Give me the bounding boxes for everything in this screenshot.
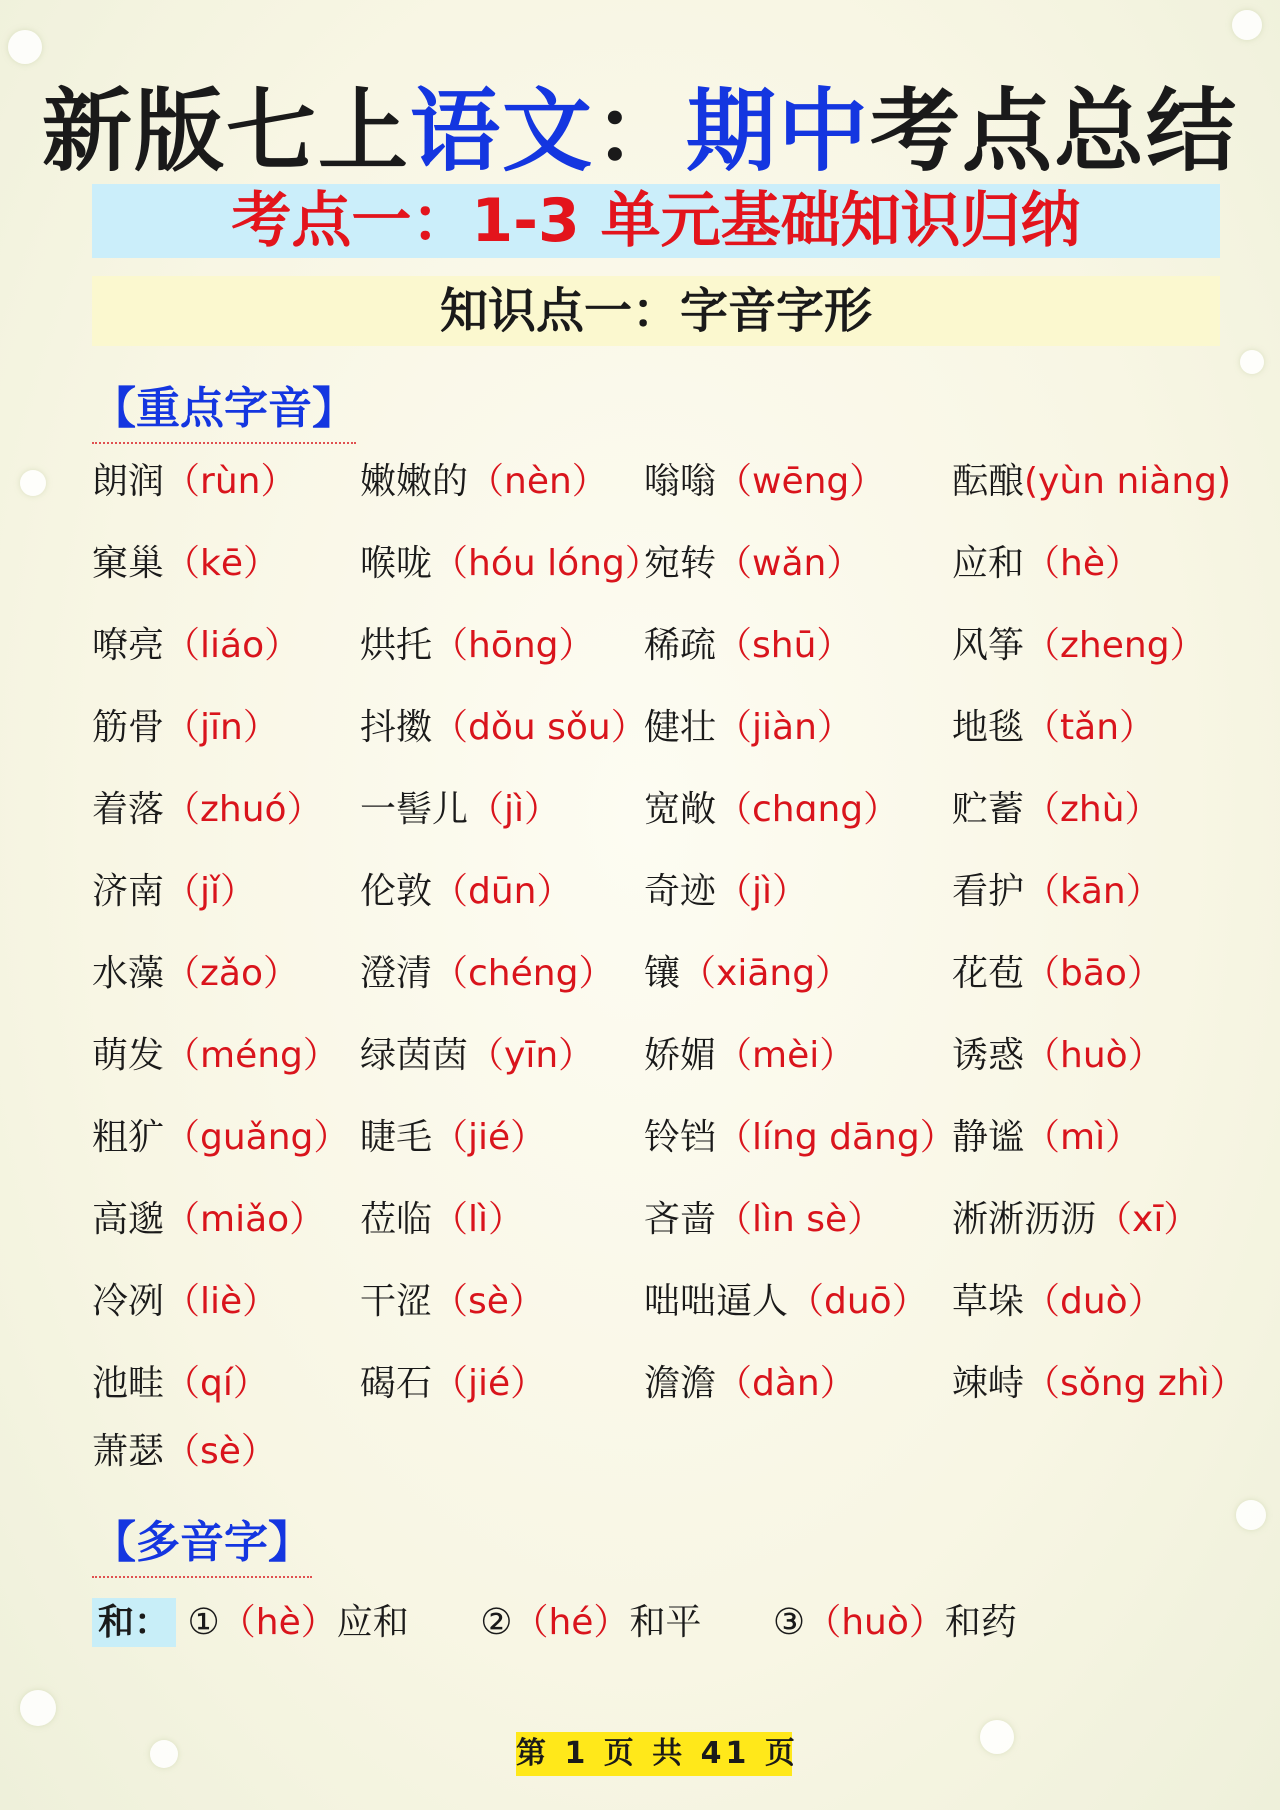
pinyin: （liè） (164, 1281, 279, 1322)
pronunciation-item (644, 452, 885, 512)
word: 淅淅沥沥 (952, 1199, 1097, 1240)
pinyin: （guǎng） (164, 1117, 350, 1158)
pronunciation-item (952, 1190, 1199, 1250)
pronunciation-item (360, 616, 595, 676)
word: 风筝 (952, 625, 1025, 666)
pinyin: （jiàn） (716, 707, 853, 748)
word: 烘托 (360, 625, 433, 666)
word: 干涩 (360, 1281, 433, 1322)
word: 嗡嗡 (644, 461, 717, 502)
word: 地毯 (952, 707, 1025, 748)
pronunciation-item (644, 780, 899, 840)
pronunciation-item (92, 616, 300, 676)
word: 抖擞 (360, 707, 433, 748)
pronunciation-item (644, 534, 862, 594)
word: 健壮 (644, 707, 717, 748)
word: 诱惑 (952, 1035, 1025, 1076)
pinyin: （jīn） (164, 707, 279, 748)
pronunciation-item (92, 452, 296, 512)
pinyin: （dūn） (432, 871, 573, 912)
pronunciation-item (360, 1354, 546, 1414)
pinyin: （sè） (164, 1431, 277, 1472)
pronunciation-row (0, 1108, 1280, 1168)
pinyin: （nèn） (468, 461, 608, 502)
pronunciation-item (92, 1108, 349, 1168)
pinyin: （hóu lóng） (432, 543, 661, 584)
pronunciation-item (360, 1026, 594, 1086)
pronunciation-item (92, 1026, 339, 1086)
pronunciation-item (92, 1272, 278, 1332)
word: 萧瑟 (92, 1431, 165, 1472)
pinyin: （sè） (432, 1281, 545, 1322)
pinyin: （xiāng） (680, 953, 852, 994)
word: 筋骨 (92, 707, 165, 748)
pronunciation-item (644, 616, 852, 676)
word: 竦峙 (952, 1363, 1025, 1404)
word: 咄咄逼人 (644, 1281, 789, 1322)
pronunciation-row (0, 1190, 1280, 1250)
pinyin: （jì） (468, 789, 561, 830)
pinyin: （chɑng） (716, 789, 900, 830)
pinyin: （chéng） (432, 953, 615, 994)
pronunciation-item (360, 452, 608, 512)
pinyin: （lìn sè） (716, 1199, 884, 1240)
pinyin: （méng） (164, 1035, 339, 1076)
word: 伦敦 (360, 871, 433, 912)
flower-decoration (1232, 10, 1262, 40)
word: 窠巢 (92, 543, 165, 584)
pinyin: （zhù） (1024, 789, 1161, 830)
pronunciation-item (952, 452, 1231, 512)
word: 宽敞 (644, 789, 717, 830)
pronunciation-item (360, 944, 614, 1004)
word: 水藻 (92, 953, 165, 994)
page-number: 第 1 页 共 41 页 (516, 1732, 792, 1776)
pronunciation-item (360, 1190, 524, 1250)
pinyin: （miǎo） (164, 1199, 326, 1240)
pronunciation-item (360, 862, 573, 922)
word: 萌发 (92, 1035, 165, 1076)
word: 宛转 (644, 543, 717, 584)
word: 喉咙 (360, 543, 433, 584)
polyphone-item: ②（hé）和平 (480, 1602, 702, 1643)
pinyin: （líng dāng） (716, 1117, 956, 1158)
pinyin: （wǎn） (716, 543, 863, 584)
pinyin: （tǎn） (1024, 707, 1156, 748)
pinyin: （kān） (1024, 871, 1162, 912)
pinyin: （mèi） (716, 1035, 856, 1076)
word: 吝啬 (644, 1199, 717, 1240)
pronunciation-item (952, 1108, 1141, 1168)
pronunciation-item (952, 698, 1155, 758)
pinyin: （jì） (716, 871, 809, 912)
pinyin: （jié） (432, 1117, 547, 1158)
word: 睫毛 (360, 1117, 433, 1158)
pinyin: （jǐ） (164, 871, 257, 912)
pronunciation-item (92, 862, 256, 922)
word: 绿茵茵 (360, 1035, 469, 1076)
pinyin: （duō） (788, 1281, 928, 1322)
pinyin: （sǒng zhì） (1024, 1363, 1246, 1404)
pinyin: （zhuó） (164, 789, 323, 830)
word: 一髻儿 (360, 789, 469, 830)
word: 铃铛 (644, 1117, 717, 1158)
word: 粗犷 (92, 1117, 165, 1158)
pinyin: （lì） (432, 1199, 525, 1240)
pronunciation-row (0, 1272, 1280, 1332)
pronunciation-row (0, 616, 1280, 676)
pronunciation-item (360, 534, 661, 594)
word: 济南 (92, 871, 165, 912)
pronunciation-item (952, 1026, 1164, 1086)
word: 稀疏 (644, 625, 717, 666)
pinyin: （wēng） (716, 461, 886, 502)
word: 静谧 (952, 1117, 1025, 1158)
word: 高邈 (92, 1199, 165, 1240)
pinyin: （zheng） (1024, 625, 1206, 666)
pronunciation-item (92, 1422, 277, 1482)
pinyin: (yùn niàng) (1024, 461, 1232, 502)
pronunciation-item (92, 698, 279, 758)
pinyin: （duò） (1024, 1281, 1164, 1322)
pinyin: （zǎo） (164, 953, 299, 994)
pronunciation-item (644, 698, 853, 758)
word: 碣石 (360, 1363, 433, 1404)
pinyin: （mì） (1024, 1117, 1142, 1158)
pronunciation-item (644, 1354, 856, 1414)
pronunciation-item (952, 1272, 1164, 1332)
polyphone-character: 和： (92, 1598, 176, 1647)
pinyin: （dàn） (716, 1363, 856, 1404)
pinyin: （bāo） (1024, 953, 1163, 994)
pinyin: （liáo） (164, 625, 301, 666)
word: 看护 (952, 871, 1025, 912)
word: 奇迹 (644, 871, 717, 912)
word: 澹澹 (644, 1363, 717, 1404)
pronunciation-item (644, 1190, 883, 1250)
word: 嘹亮 (92, 625, 165, 666)
word: 冷冽 (92, 1281, 165, 1322)
pronunciation-row (0, 452, 1280, 512)
word: 应和 (952, 543, 1025, 584)
pinyin: （shū） (716, 625, 853, 666)
pronunciation-row (0, 944, 1280, 1004)
pinyin: （qí） (164, 1363, 269, 1404)
flower-decoration (150, 1740, 178, 1768)
word: 着落 (92, 789, 165, 830)
pronunciation-item (360, 698, 647, 758)
pinyin: （huò） (1024, 1035, 1164, 1076)
pinyin: （kē） (164, 543, 280, 584)
pronunciation-item (92, 1190, 325, 1250)
pronunciation-row (0, 698, 1280, 758)
flower-decoration (20, 1690, 56, 1726)
pronunciation-item (952, 616, 1206, 676)
polyphone-row (92, 1592, 1077, 1654)
pronunciation-item (644, 1026, 855, 1086)
pronunciation-item (952, 534, 1141, 594)
word: 镶 (644, 953, 681, 994)
knowledge-point-title: 知识点一：字音字形 (92, 276, 1220, 346)
pronunciation-row (0, 1026, 1280, 1086)
pronunciation-item (644, 862, 808, 922)
pinyin: （xī） (1096, 1199, 1200, 1240)
word: 草垛 (952, 1281, 1025, 1322)
pinyin: （rùn） (164, 461, 297, 502)
pronunciation-item (952, 944, 1163, 1004)
pinyin: （jié） (432, 1363, 547, 1404)
word: 朗润 (92, 461, 165, 502)
pinyin: （hōng） (432, 625, 595, 666)
flower-decoration (980, 1720, 1014, 1754)
pronunciation-item (644, 944, 851, 1004)
polyphone-item: ①（hè）应和 (187, 1602, 409, 1643)
word: 花苞 (952, 953, 1025, 994)
word: 池畦 (92, 1363, 165, 1404)
pronunciation-item (360, 780, 560, 840)
pronunciation-item (952, 862, 1162, 922)
pronunciation-item (952, 1354, 1246, 1414)
pronunciation-row (0, 780, 1280, 840)
pronunciation-row (0, 1422, 1280, 1482)
pronunciation-item (952, 780, 1161, 840)
flower-decoration (1240, 350, 1264, 374)
word: 贮蓄 (952, 789, 1025, 830)
polyphone-item: ③（huò）和药 (772, 1602, 1017, 1643)
word: 澄清 (360, 953, 433, 994)
pronunciation-item (644, 1108, 956, 1168)
pronunciation-item (360, 1272, 545, 1332)
pronunciation-row (0, 862, 1280, 922)
subheading-polyphone: 【多音字】 (92, 1506, 312, 1578)
pinyin: （dǒu sǒu） (432, 707, 647, 748)
flower-decoration (1236, 1500, 1266, 1530)
pronunciation-item (360, 1108, 546, 1168)
pinyin: （hè） (1024, 543, 1141, 584)
pronunciation-item (92, 534, 279, 594)
pronunciation-row (0, 534, 1280, 594)
pronunciation-row (0, 1354, 1280, 1414)
word: 莅临 (360, 1199, 433, 1240)
word: 酝酿 (952, 461, 1025, 502)
section-title: 考点一：1-3 单元基础知识归纳 (92, 184, 1220, 258)
pronunciation-item (92, 780, 323, 840)
pronunciation-item (644, 1272, 928, 1332)
pronunciation-item (92, 944, 299, 1004)
pronunciation-item (92, 1354, 269, 1414)
subheading-key-pronunciation: 【重点字音】 (92, 372, 356, 444)
page-title: 新版七上语文：期中考点总结 (42, 79, 1238, 184)
pinyin: （yīn） (468, 1035, 595, 1076)
word: 娇媚 (644, 1035, 717, 1076)
word: 嫩嫩的 (360, 461, 469, 502)
